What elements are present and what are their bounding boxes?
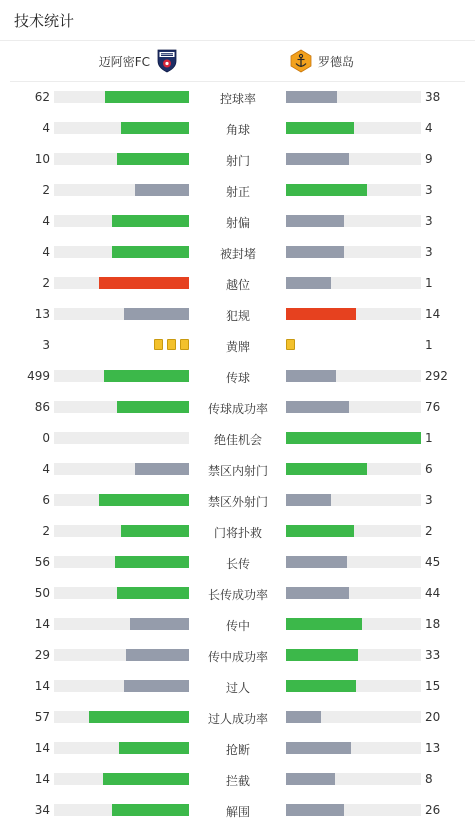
home-team[interactable]	[99, 49, 178, 73]
home-stat-bar	[54, 680, 189, 692]
away-stat-value: 38	[425, 90, 441, 104]
home-stat-bar	[54, 370, 189, 382]
page-title-text: 技术统计	[14, 11, 75, 30]
stat-label: 角球	[225, 123, 250, 137]
away-stat-value: 18	[425, 617, 441, 631]
home-stat-bar	[54, 184, 189, 196]
away-stat-value: 1	[425, 431, 433, 445]
stat-row	[0, 268, 475, 299]
away-stat-bar-fill	[286, 122, 354, 134]
stat-label: 越位	[225, 278, 250, 292]
away-stat-bar-fill	[286, 804, 344, 816]
away-yellow-cards	[286, 339, 295, 350]
stat-label: 传球成功率	[207, 402, 268, 416]
home-stat-bar-fill	[130, 618, 189, 630]
away-stat-value: 1	[425, 338, 433, 352]
away-stat-bar	[286, 742, 421, 754]
home-stat-bar-fill	[121, 525, 189, 537]
home-stat-value: 4	[42, 245, 50, 259]
away-stat-value: 26	[425, 803, 441, 817]
yellow-card-icon	[167, 339, 176, 350]
stat-row	[0, 578, 475, 609]
home-stat-bar	[54, 587, 189, 599]
stat-row	[0, 330, 475, 361]
stat-label: 黄牌	[225, 340, 250, 354]
away-stat-bar	[286, 122, 421, 134]
home-stat-bar	[54, 246, 189, 258]
home-stat-bar-fill	[115, 556, 189, 568]
away-stat-bar-fill	[286, 711, 321, 723]
home-stat-value: 29	[34, 648, 50, 662]
home-stat-bar	[54, 401, 189, 413]
away-stat-value: 292	[425, 369, 448, 383]
home-stat-bar-fill	[117, 401, 189, 413]
home-stat-bar	[54, 153, 189, 165]
stat-label: 长传成功率	[207, 588, 268, 602]
home-stat-bar	[54, 277, 189, 289]
away-stat-bar	[286, 649, 421, 661]
away-stat-bar	[286, 494, 421, 506]
away-stat-bar-fill	[286, 463, 367, 475]
away-stat-bar-fill	[286, 494, 331, 506]
stat-label: 射正	[225, 185, 250, 199]
away-stat-value: 3	[425, 245, 433, 259]
home-stat-value: 34	[34, 803, 50, 817]
stat-row	[0, 485, 475, 516]
stat-label: 射偏	[225, 216, 250, 230]
home-stat-value: 86	[34, 400, 50, 414]
stat-row	[0, 392, 475, 423]
stat-label: 犯规	[225, 309, 250, 323]
away-stat-value: 33	[425, 648, 441, 662]
away-stat-bar-fill	[286, 556, 347, 568]
home-stat-bar	[54, 432, 189, 444]
stat-row	[0, 454, 475, 485]
stat-label: 长传	[225, 557, 250, 571]
home-stat-value: 0	[42, 431, 50, 445]
home-stat-bar-fill	[117, 587, 189, 599]
home-stat-bar-fill	[119, 742, 189, 754]
stat-row	[0, 206, 475, 237]
home-stat-bar-fill	[117, 153, 189, 165]
home-stat-bar	[54, 494, 189, 506]
stat-row	[0, 175, 475, 206]
stat-row	[0, 82, 475, 113]
team-header	[10, 41, 465, 82]
home-stat-bar	[54, 308, 189, 320]
away-stat-bar	[286, 680, 421, 692]
away-stat-value: 20	[425, 710, 441, 724]
away-stat-bar-fill	[286, 773, 335, 785]
away-stat-bar	[286, 432, 421, 444]
away-stat-bar	[286, 184, 421, 196]
away-stat-bar	[286, 246, 421, 258]
away-stat-bar-fill	[286, 618, 362, 630]
stat-label: 拦截	[225, 774, 250, 788]
stat-row	[0, 733, 475, 764]
home-stat-value: 56	[34, 555, 50, 569]
away-team[interactable]	[290, 49, 354, 73]
home-stat-value: 14	[34, 617, 50, 631]
home-yellow-cards	[154, 339, 189, 350]
miami-fc-logo-icon	[156, 49, 178, 73]
home-stat-bar-fill	[112, 246, 189, 258]
home-stat-bar	[54, 742, 189, 754]
stat-row	[0, 423, 475, 454]
away-stat-bar-fill	[286, 742, 351, 754]
stat-label: 射门	[225, 154, 250, 168]
home-stat-bar-fill	[105, 91, 189, 103]
away-stat-bar	[286, 587, 421, 599]
home-stat-value: 14	[34, 679, 50, 693]
away-stat-value: 1	[425, 276, 433, 290]
home-stat-value: 14	[34, 772, 50, 786]
home-stat-bar	[54, 618, 189, 630]
away-stat-bar	[286, 463, 421, 475]
stat-label: 禁区内射门	[207, 464, 268, 478]
away-stat-bar-fill	[286, 153, 349, 165]
away-stat-bar	[286, 277, 421, 289]
home-stat-bar	[54, 215, 189, 227]
stat-row	[0, 361, 475, 392]
away-stat-bar	[286, 618, 421, 630]
stat-label: 传中成功率	[207, 650, 268, 664]
stat-row	[0, 795, 475, 826]
home-stat-value: 10	[34, 152, 50, 166]
stat-label: 禁区外射门	[207, 495, 268, 509]
away-stat-value: 45	[425, 555, 441, 569]
away-stat-bar-fill	[286, 680, 356, 692]
away-stat-bar	[286, 91, 421, 103]
home-stat-bar-fill	[124, 680, 189, 692]
home-stat-value: 14	[34, 741, 50, 755]
home-stat-bar	[54, 711, 189, 723]
home-stat-bar	[54, 463, 189, 475]
stat-row	[0, 702, 475, 733]
away-stat-bar-fill	[286, 587, 349, 599]
away-stat-value: 44	[425, 586, 441, 600]
stat-label: 传球	[225, 371, 250, 385]
home-stat-value: 13	[34, 307, 50, 321]
home-stat-bar	[54, 122, 189, 134]
stat-label: 传中	[225, 619, 250, 633]
away-stat-bar-fill	[286, 246, 344, 258]
home-stat-bar-fill	[103, 773, 189, 785]
yellow-card-icon	[286, 339, 295, 350]
home-stat-bar	[54, 773, 189, 785]
page-title	[0, 0, 475, 41]
stat-label: 门将扑救	[213, 526, 262, 540]
away-stat-bar-fill	[286, 432, 421, 444]
away-stat-value: 2	[425, 524, 433, 538]
home-stat-value: 3	[42, 338, 50, 352]
stat-row	[0, 299, 475, 330]
stat-row	[0, 640, 475, 671]
away-stat-bar	[286, 401, 421, 413]
home-stat-bar-fill	[124, 308, 189, 320]
home-stat-bar-fill	[112, 215, 189, 227]
stat-row	[0, 671, 475, 702]
stat-row	[0, 237, 475, 268]
away-stat-bar-fill	[286, 401, 349, 413]
away-stat-bar-fill	[286, 277, 331, 289]
away-stat-bar	[286, 370, 421, 382]
away-stat-value: 15	[425, 679, 441, 693]
home-stat-bar-fill	[135, 463, 189, 475]
away-stat-bar-fill	[286, 184, 367, 196]
away-stat-bar-fill	[286, 308, 356, 320]
away-stat-value: 13	[425, 741, 441, 755]
home-stat-bar	[54, 649, 189, 661]
stat-row	[0, 764, 475, 795]
away-stat-bar-fill	[286, 370, 336, 382]
away-stat-bar	[286, 153, 421, 165]
stats-list	[0, 82, 475, 826]
home-stat-value: 57	[34, 710, 50, 724]
home-team-name: 迈阿密FC	[98, 54, 150, 69]
away-stat-bar	[286, 804, 421, 816]
stat-label: 被封堵	[219, 247, 256, 261]
stat-row	[0, 547, 475, 578]
home-stat-value: 4	[42, 462, 50, 476]
stat-row	[0, 609, 475, 640]
stat-label: 过人成功率	[207, 712, 268, 726]
away-stat-value: 6	[425, 462, 433, 476]
stat-row	[0, 144, 475, 175]
home-stat-bar-fill	[104, 370, 189, 382]
stat-label: 抢断	[225, 743, 250, 757]
away-stat-bar	[286, 773, 421, 785]
away-stat-bar-fill	[286, 215, 344, 227]
home-stat-bar	[54, 556, 189, 568]
away-stat-value: 3	[425, 214, 433, 228]
away-stat-value: 9	[425, 152, 433, 166]
home-stat-bar	[54, 91, 189, 103]
away-team-name: 罗德岛	[318, 54, 355, 69]
away-stat-value: 3	[425, 183, 433, 197]
home-stat-bar	[54, 804, 189, 816]
away-stat-bar	[286, 308, 421, 320]
home-stat-bar-fill	[121, 122, 189, 134]
home-stat-bar-fill	[89, 711, 189, 723]
stat-label: 控球率	[219, 92, 256, 106]
home-stat-value: 499	[27, 369, 50, 383]
home-stat-bar-fill	[112, 804, 189, 816]
away-stat-bar	[286, 215, 421, 227]
away-stat-bar	[286, 711, 421, 723]
home-stat-value: 4	[42, 121, 50, 135]
home-stat-value: 2	[42, 183, 50, 197]
home-stat-bar-fill	[126, 649, 189, 661]
stat-row	[0, 516, 475, 547]
yellow-card-icon	[154, 339, 163, 350]
home-stat-value: 2	[42, 524, 50, 538]
home-stat-bar-fill	[99, 494, 189, 506]
away-stat-bar	[286, 525, 421, 537]
yellow-card-icon	[180, 339, 189, 350]
stat-label: 过人	[225, 681, 250, 695]
away-stat-bar-fill	[286, 649, 358, 661]
home-stat-bar	[54, 525, 189, 537]
rhode-island-anchor-logo-icon	[290, 49, 312, 73]
home-stat-value: 50	[34, 586, 50, 600]
home-stat-value: 2	[42, 276, 50, 290]
away-stat-value: 8	[425, 772, 433, 786]
home-stat-value: 4	[42, 214, 50, 228]
away-stat-value: 3	[425, 493, 433, 507]
away-stat-value: 14	[425, 307, 441, 321]
home-stat-value: 6	[42, 493, 50, 507]
home-stat-value: 62	[34, 90, 50, 104]
away-stat-bar	[286, 556, 421, 568]
home-stat-bar-fill	[135, 184, 189, 196]
away-stat-value: 4	[425, 121, 433, 135]
home-stat-bar-fill	[99, 277, 189, 289]
stat-label: 绝佳机会	[213, 433, 262, 447]
away-stat-bar-fill	[286, 91, 337, 103]
stat-row	[0, 113, 475, 144]
stat-label: 解围	[225, 805, 250, 819]
away-stat-bar-fill	[286, 525, 354, 537]
away-stat-value: 76	[425, 400, 441, 414]
